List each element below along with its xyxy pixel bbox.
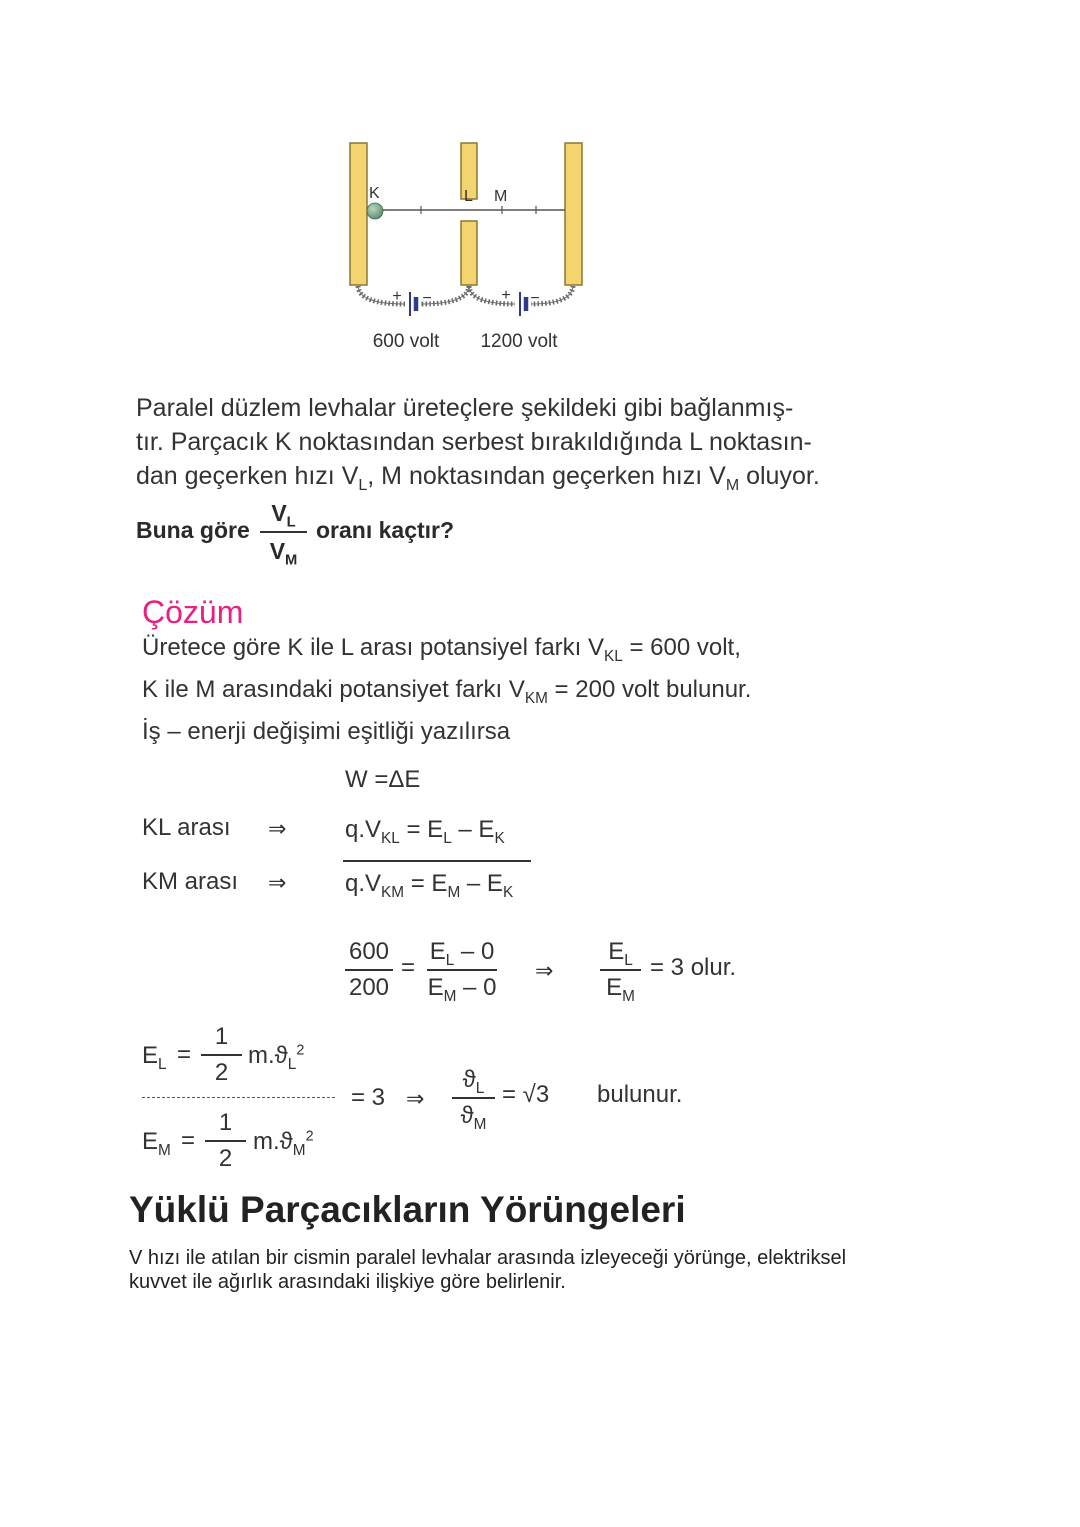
solution-line-2: [142, 675, 751, 705]
row-label-km: KM arası: [142, 868, 239, 895]
term: E: [606, 974, 623, 1001]
solution-line-2-text: K ile M arasındaki potansiyet farkı V: [142, 676, 525, 703]
term: – 0: [456, 974, 497, 1001]
eq-subscript: M: [447, 883, 461, 901]
subscript: M: [292, 1141, 306, 1159]
term: ϑ: [462, 1066, 476, 1093]
implies-arrow: ⇒: [268, 817, 287, 842]
term: ϑ: [460, 1102, 474, 1129]
question-tail: oranı kaçtır?: [316, 517, 455, 543]
subscript: L: [287, 1055, 297, 1073]
eq-subscript: K: [494, 829, 505, 847]
circuit-diagram: [330, 130, 600, 360]
point-label-k: K: [369, 185, 380, 202]
equation-km: [345, 869, 513, 899]
eq-term: = E: [404, 870, 448, 897]
subscript: L: [445, 951, 455, 969]
equals-sign: =: [177, 1041, 192, 1068]
implies-arrow: ⇒: [268, 871, 287, 896]
numerator-subscript: L: [286, 514, 296, 531]
subscript: M: [622, 987, 635, 1005]
solution-line-3: İş – enerji değişimi eşitliği yazılırsa: [142, 718, 511, 745]
implies-arrow: ⇒: [406, 1087, 425, 1112]
energy-l-lhs: [142, 1041, 167, 1071]
eq-subscript: KM: [381, 883, 405, 901]
solution-line-1-tail: = 600 volt,: [622, 634, 741, 661]
fraction-speed-ratio: [452, 1063, 495, 1133]
division-bar: [343, 860, 531, 862]
eq-term: q.V: [345, 816, 382, 843]
superscript: 2: [296, 1042, 305, 1059]
kinetic-term-l: [248, 1041, 304, 1071]
problem-line-3: [136, 461, 820, 495]
fraction-energy-difference: [427, 935, 497, 1005]
equals-sign: =: [401, 954, 416, 981]
subscript: L: [158, 1055, 167, 1073]
battery-minus-sign: −: [530, 290, 540, 307]
question-fraction: [260, 495, 307, 569]
battery-voltage-label: 600 volt: [372, 331, 440, 352]
subscript: M: [473, 1115, 487, 1133]
battery-minus-sign: −: [422, 290, 432, 307]
particle-ball: [367, 203, 383, 219]
conclusion-word: bulunur.: [597, 1081, 683, 1108]
term: m.ϑ: [253, 1128, 293, 1155]
right-plate: [565, 143, 582, 285]
subscript-kl: KL: [604, 647, 623, 665]
ratio-result: = 3 olur.: [650, 954, 737, 981]
term: E: [142, 1042, 159, 1069]
eq-term: q.V: [345, 870, 382, 897]
eq-subscript: KL: [381, 829, 400, 847]
problem-line-3-part-1: dan geçerken hızı V: [136, 462, 359, 490]
subscript: L: [624, 951, 633, 969]
term: E: [142, 1128, 159, 1155]
subscript: L: [475, 1079, 485, 1097]
denominator: [461, 1099, 487, 1133]
solution-heading: Çözüm: [142, 594, 244, 630]
numerator: [608, 935, 633, 969]
eq-term: = E: [399, 816, 444, 843]
implies-arrow: ⇒: [535, 959, 554, 984]
term: m.ϑ: [248, 1042, 288, 1069]
subscript-m: M: [725, 477, 740, 495]
eq-term: – E: [451, 816, 495, 843]
coil-wires: [358, 286, 573, 304]
numerator: [430, 935, 495, 969]
subscript-l: L: [358, 477, 368, 495]
left-plate: [350, 143, 367, 285]
denominator: [428, 971, 497, 1005]
solution-line-2-tail: = 200 volt bulunur.: [547, 676, 752, 703]
term: E: [429, 938, 446, 965]
term: E: [608, 938, 625, 965]
denominator-base: V: [269, 538, 286, 564]
problem-line-3-part-2: , M noktasından geçerken hızı V: [367, 462, 726, 490]
battery-1200-volt: [480, 287, 558, 352]
fraction-one-half: [205, 1106, 246, 1176]
eq-subscript: K: [502, 883, 514, 901]
term: E: [427, 974, 444, 1001]
fraction-energy-ratio: [600, 935, 641, 1005]
numerator: 1: [218, 1109, 233, 1136]
subscript: M: [443, 987, 457, 1005]
point-label-l: L: [464, 188, 473, 205]
middle-plate-lower: [461, 221, 477, 285]
question-lead: Buna göre: [136, 517, 250, 543]
numerator-base: V: [271, 500, 287, 526]
solution-line-1: [142, 633, 741, 663]
speed-ratio-result: = √3: [502, 1081, 550, 1108]
fraction-600-200: [345, 935, 393, 1005]
kinetic-term-m: [253, 1127, 314, 1157]
battery-600-volt: [373, 288, 440, 352]
superscript: 2: [305, 1128, 314, 1145]
battery-voltage-label: 1200 volt: [480, 331, 558, 352]
eq-subscript: L: [443, 829, 452, 847]
subscript: M: [158, 1141, 171, 1159]
eq-term: – E: [460, 870, 503, 897]
problem-line-2: tır. Parçacık K noktasından serbest bırakıldığında L noktasın-: [136, 428, 812, 456]
fraction-one-half: [201, 1020, 242, 1090]
subscript-km: KM: [524, 689, 548, 707]
work-energy-equation: W =ΔE: [345, 766, 421, 793]
equals-sign: =: [181, 1127, 196, 1154]
numerator: 1: [214, 1023, 229, 1050]
denominator: 2: [218, 1145, 233, 1172]
denominator: [270, 533, 298, 569]
section-body-line-2: kuvvet ile ağırlık arasındaki ilişkiye göre belirlenir.: [129, 1271, 566, 1293]
section-body-line-1: V hızı ile atılan bir cismin paralel levhalar arasında izleyeceği yörünge, elektriksel: [129, 1247, 847, 1269]
row-label-kl: KL arası: [142, 814, 231, 841]
problem-line-1: Paralel düzlem levhalar üreteçlere şekildeki gibi bağlanmış-: [136, 394, 794, 422]
numerator: 600: [348, 938, 390, 965]
point-label-m: M: [494, 188, 508, 205]
denominator: 200: [348, 974, 390, 1001]
numerator: [271, 495, 295, 531]
term: – 0: [454, 938, 495, 965]
equation-kl: [345, 815, 505, 845]
division-line: [142, 1097, 335, 1098]
section-title: Yüklü Parçacıkların Yörüngeleri: [129, 1189, 686, 1230]
denominator-subscript: M: [285, 552, 298, 569]
denominator: 2: [214, 1059, 229, 1086]
battery-plus-sign: +: [501, 287, 511, 304]
energy-m-lhs: [142, 1127, 171, 1157]
battery-plus-sign: +: [392, 288, 402, 305]
problem-line-3-part-3: oluyor.: [739, 462, 820, 490]
solution-line-1-text: Üretece göre K ile L arası potansiyel farkı V: [142, 634, 604, 661]
numerator: [463, 1063, 485, 1097]
equals-three: = 3: [351, 1084, 386, 1111]
denominator: [606, 971, 635, 1005]
